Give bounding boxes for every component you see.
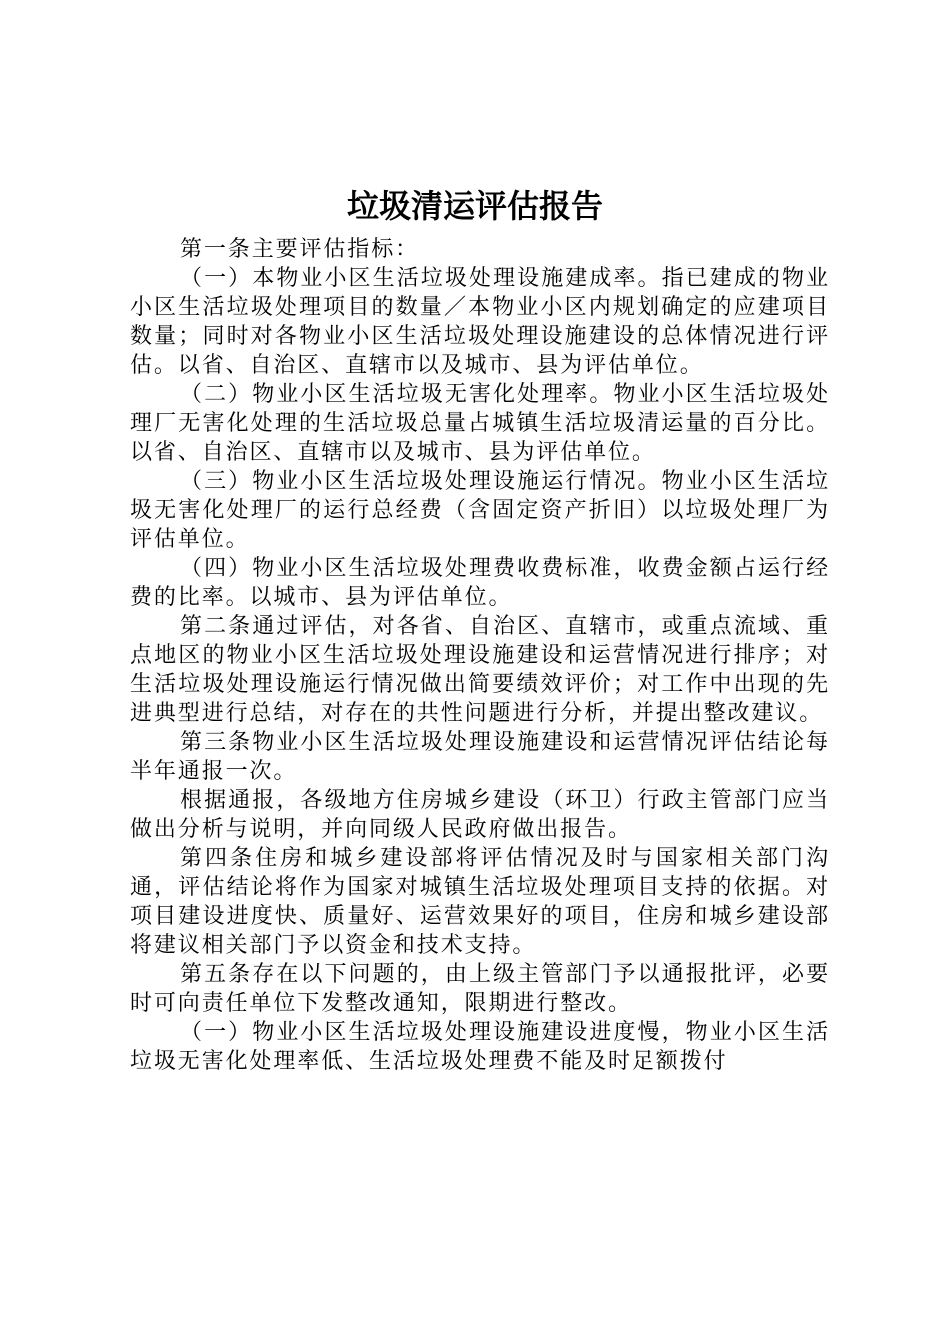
paragraph-item-1: （一）本物业小区生活垃圾处理设施建成率。指已建成的物业小区生活垃圾处理项目的数量／本物业小区内规划确定的应建项目数量；同时对各物业小区生活垃圾处理设施建设的总体情况进行评估。以省、自治区、直辖市以及城市、县为评估单位。 bbox=[130, 266, 830, 378]
paragraph-item-2: （二）物业小区生活垃圾无害化处理率。物业小区生活垃圾处理厂无害化处理的生活垃圾总量占城镇生活垃圾清运量的百分比。以省、自治区、直辖市以及城市、县为评估单位。 bbox=[130, 382, 830, 465]
document-body bbox=[130, 235, 830, 1076]
paragraph-article-1: 第一条主要评估指标： bbox=[180, 237, 420, 262]
paragraph-article-2: 第二条通过评估，对各省、自治区、直辖市，或重点流域、重点地区的物业小区生活垃圾处理设施建设和运营情况进行排序；对生活垃圾处理设施运行情况做出简要绩效评价；对工作中出现的先进典型进行总结，对存在的共性问题进行分析，并提出整改建议。 bbox=[130, 614, 830, 726]
paragraph-article-5-item-1: （一）物业小区生活垃圾处理设施建设进度慢，物业小区生活垃圾无害化处理率低、生活垃圾处理费不能及时足额拨付 bbox=[130, 1020, 830, 1074]
paragraph-article-3: 第三条物业小区生活垃圾处理设施建设和运营情况评估结论每半年通报一次。 bbox=[130, 730, 830, 784]
paragraph-report-note: 根据通报，各级地方住房城乡建设（环卫）行政主管部门应当做出分析与说明，并向同级人民政府做出报告。 bbox=[130, 788, 830, 842]
paragraph-article-5: 第五条存在以下问题的，由上级主管部门予以通报批评，必要时可向责任单位下发整改通知，限期进行整改。 bbox=[130, 962, 830, 1016]
document-title: 垃圾清运评估报告 bbox=[346, 187, 603, 225]
paragraph-item-3: （三）物业小区生活垃圾处理设施运行情况。物业小区生活垃圾无害化处理厂的运行总经费（含固定资产折旧）以垃圾处理厂为评估单位。 bbox=[130, 469, 830, 552]
paragraph-item-4: （四）物业小区生活垃圾处理费收费标准，收费金额占运行经费的比率。以城市、县为评估单位。 bbox=[130, 556, 830, 610]
paragraph-article-4: 第四条住房和城乡建设部将评估情况及时与国家相关部门沟通，评估结论将作为国家对城镇生活垃圾处理项目支持的依据。对项目建设进度快、质量好、运营效果好的项目，住房和城乡建设部将建议相关部门予以资金和技术支持。 bbox=[130, 846, 830, 958]
